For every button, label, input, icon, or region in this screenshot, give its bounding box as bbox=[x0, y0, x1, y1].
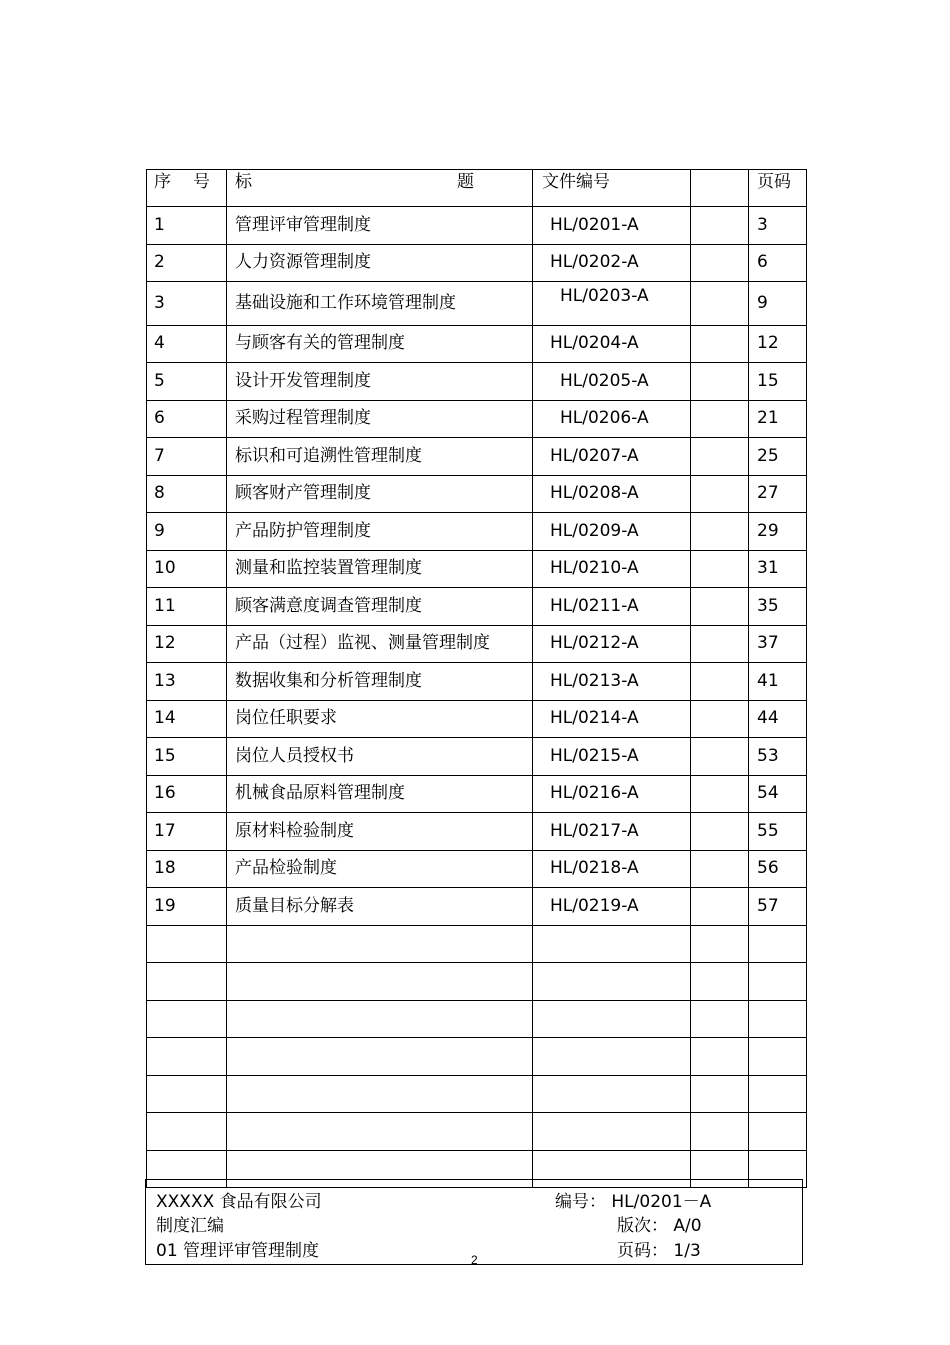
table-row bbox=[147, 625, 807, 663]
row-title bbox=[227, 1113, 533, 1151]
header-title-char-2: 题 bbox=[457, 172, 474, 192]
row-title: 标识和可追溯性管理制度 bbox=[227, 438, 533, 476]
table-row bbox=[147, 588, 807, 626]
row-seq bbox=[147, 1075, 227, 1113]
row-doc-code bbox=[533, 1113, 691, 1151]
row-blank bbox=[691, 738, 749, 776]
row-seq bbox=[147, 1113, 227, 1151]
table-row-empty bbox=[147, 1113, 807, 1151]
row-blank bbox=[691, 363, 749, 401]
row-blank bbox=[691, 700, 749, 738]
row-blank bbox=[691, 513, 749, 551]
footer-page: 页码： 1/3 bbox=[617, 1241, 701, 1261]
row-doc-code bbox=[533, 963, 691, 1001]
row-doc-code: HL/0202-A bbox=[533, 244, 691, 282]
table-row bbox=[147, 475, 807, 513]
row-doc-code: HL/0204-A bbox=[533, 325, 691, 363]
row-title: 与顾客有关的管理制度 bbox=[227, 325, 533, 363]
row-blank bbox=[691, 1075, 749, 1113]
row-page bbox=[749, 1113, 807, 1151]
row-seq bbox=[147, 925, 227, 963]
row-doc-code bbox=[533, 1000, 691, 1038]
row-seq bbox=[147, 1038, 227, 1076]
table-row-empty bbox=[147, 1075, 807, 1113]
row-title bbox=[227, 963, 533, 1001]
header-blank bbox=[691, 170, 749, 207]
row-seq: 9 bbox=[147, 513, 227, 551]
row-seq: 2 bbox=[147, 244, 227, 282]
table-row bbox=[147, 850, 807, 888]
row-title: 岗位任职要求 bbox=[227, 700, 533, 738]
row-doc-code: HL/0215-A bbox=[533, 738, 691, 776]
table-row bbox=[147, 888, 807, 926]
row-blank bbox=[691, 438, 749, 476]
row-blank bbox=[691, 925, 749, 963]
row-blank bbox=[691, 400, 749, 438]
row-title bbox=[227, 1038, 533, 1076]
table-row bbox=[147, 400, 807, 438]
footer-doc-title: 01 管理评审管理制度 bbox=[156, 1241, 320, 1261]
row-page bbox=[749, 963, 807, 1001]
row-doc-code: HL/0213-A bbox=[533, 663, 691, 701]
header-title-char-1: 标 bbox=[235, 172, 252, 192]
row-doc-code: HL/0212-A bbox=[533, 625, 691, 663]
row-doc-code: HL/0208-A bbox=[533, 475, 691, 513]
row-blank bbox=[691, 775, 749, 813]
row-doc-code: HL/0218-A bbox=[533, 850, 691, 888]
row-page: 44 bbox=[749, 700, 807, 738]
row-page: 3 bbox=[749, 207, 807, 245]
row-blank bbox=[691, 475, 749, 513]
row-seq: 17 bbox=[147, 813, 227, 851]
row-title: 设计开发管理制度 bbox=[227, 363, 533, 401]
header-seq-char-2: 号 bbox=[193, 172, 210, 192]
row-title: 岗位人员授权书 bbox=[227, 738, 533, 776]
header-seq bbox=[147, 170, 227, 207]
table-row-empty bbox=[147, 963, 807, 1001]
row-seq: 14 bbox=[147, 700, 227, 738]
footer-doc-code: 编号： HL/0201－A bbox=[555, 1192, 712, 1212]
row-page: 6 bbox=[749, 244, 807, 282]
row-seq: 8 bbox=[147, 475, 227, 513]
row-blank bbox=[691, 1038, 749, 1076]
row-seq: 10 bbox=[147, 550, 227, 588]
row-page: 57 bbox=[749, 888, 807, 926]
row-seq: 1 bbox=[147, 207, 227, 245]
row-blank bbox=[691, 850, 749, 888]
row-doc-code bbox=[533, 1038, 691, 1076]
document-index-table bbox=[146, 169, 807, 1188]
row-doc-code bbox=[533, 1075, 691, 1113]
row-page: 12 bbox=[749, 325, 807, 363]
table-row bbox=[147, 325, 807, 363]
row-doc-code: HL/0214-A bbox=[533, 700, 691, 738]
table-row bbox=[147, 207, 807, 245]
row-seq: 3 bbox=[147, 282, 227, 326]
row-page: 31 bbox=[749, 550, 807, 588]
table-row bbox=[147, 244, 807, 282]
table-row bbox=[147, 775, 807, 813]
row-page bbox=[749, 1000, 807, 1038]
header-doc-code: 文件编号 bbox=[533, 170, 691, 207]
row-blank bbox=[691, 588, 749, 626]
table-row bbox=[147, 663, 807, 701]
row-blank bbox=[691, 625, 749, 663]
row-title: 产品防护管理制度 bbox=[227, 513, 533, 551]
row-doc-code: HL/0219-A bbox=[533, 888, 691, 926]
row-doc-code: HL/0217-A bbox=[533, 813, 691, 851]
row-page: 35 bbox=[749, 588, 807, 626]
table-row-empty bbox=[147, 1038, 807, 1076]
row-doc-code: HL/0210-A bbox=[533, 550, 691, 588]
row-blank bbox=[691, 282, 749, 326]
row-blank bbox=[691, 207, 749, 245]
row-page: 53 bbox=[749, 738, 807, 776]
row-blank bbox=[691, 1113, 749, 1151]
table-body bbox=[147, 207, 807, 1188]
header-page: 页码 bbox=[749, 170, 807, 207]
row-title bbox=[227, 925, 533, 963]
row-title: 产品检验制度 bbox=[227, 850, 533, 888]
table-row bbox=[147, 513, 807, 551]
table-row bbox=[147, 438, 807, 476]
row-page: 25 bbox=[749, 438, 807, 476]
table-row bbox=[147, 550, 807, 588]
row-doc-code: HL/0209-A bbox=[533, 513, 691, 551]
row-seq: 4 bbox=[147, 325, 227, 363]
row-blank bbox=[691, 550, 749, 588]
header-seq-char-1: 序 bbox=[154, 172, 171, 192]
table-header-row bbox=[147, 170, 807, 207]
row-title: 原材料检验制度 bbox=[227, 813, 533, 851]
table-row bbox=[147, 738, 807, 776]
row-doc-code: HL/0205-A bbox=[533, 363, 691, 401]
row-page: 21 bbox=[749, 400, 807, 438]
row-page: 27 bbox=[749, 475, 807, 513]
row-title bbox=[227, 1075, 533, 1113]
row-blank bbox=[691, 663, 749, 701]
table-row bbox=[147, 700, 807, 738]
row-page: 41 bbox=[749, 663, 807, 701]
row-blank bbox=[691, 963, 749, 1001]
row-title: 人力资源管理制度 bbox=[227, 244, 533, 282]
row-page: 55 bbox=[749, 813, 807, 851]
footer-version: 版次： A/0 bbox=[617, 1216, 702, 1236]
footer-collection: 制度汇编 bbox=[156, 1216, 224, 1236]
row-doc-code: HL/0211-A bbox=[533, 588, 691, 626]
row-blank bbox=[691, 244, 749, 282]
row-title: 测量和监控装置管理制度 bbox=[227, 550, 533, 588]
row-page: 29 bbox=[749, 513, 807, 551]
table-row bbox=[147, 363, 807, 401]
row-title: 机械食品原料管理制度 bbox=[227, 775, 533, 813]
row-seq: 12 bbox=[147, 625, 227, 663]
row-blank bbox=[691, 1000, 749, 1038]
row-blank bbox=[691, 888, 749, 926]
row-page: 56 bbox=[749, 850, 807, 888]
row-title: 管理评审管理制度 bbox=[227, 207, 533, 245]
row-page bbox=[749, 925, 807, 963]
row-page: 37 bbox=[749, 625, 807, 663]
row-seq: 15 bbox=[147, 738, 227, 776]
row-title bbox=[227, 1000, 533, 1038]
table-row-empty bbox=[147, 925, 807, 963]
row-title: 基础设施和工作环境管理制度 bbox=[227, 282, 533, 326]
row-page bbox=[749, 1075, 807, 1113]
row-seq: 19 bbox=[147, 888, 227, 926]
row-page: 9 bbox=[749, 282, 807, 326]
row-doc-code: HL/0207-A bbox=[533, 438, 691, 476]
row-title: 质量目标分解表 bbox=[227, 888, 533, 926]
row-seq: 18 bbox=[147, 850, 227, 888]
row-doc-code: HL/0203-A bbox=[533, 282, 691, 326]
row-title: 数据收集和分析管理制度 bbox=[227, 663, 533, 701]
row-page: 54 bbox=[749, 775, 807, 813]
header-title bbox=[227, 170, 533, 207]
table-row bbox=[147, 813, 807, 851]
row-seq bbox=[147, 1000, 227, 1038]
footer-company: XXXXX 食品有限公司 bbox=[156, 1192, 322, 1212]
row-doc-code bbox=[533, 925, 691, 963]
table-row-empty bbox=[147, 1000, 807, 1038]
row-seq: 16 bbox=[147, 775, 227, 813]
row-doc-code: HL/0206-A bbox=[533, 400, 691, 438]
row-seq: 7 bbox=[147, 438, 227, 476]
row-title: 采购过程管理制度 bbox=[227, 400, 533, 438]
row-doc-code: HL/0216-A bbox=[533, 775, 691, 813]
row-blank bbox=[691, 813, 749, 851]
page-number: 2 bbox=[471, 1253, 478, 1267]
row-page bbox=[749, 1038, 807, 1076]
row-title: 顾客财产管理制度 bbox=[227, 475, 533, 513]
row-seq: 6 bbox=[147, 400, 227, 438]
row-blank bbox=[691, 325, 749, 363]
row-seq: 13 bbox=[147, 663, 227, 701]
row-seq: 11 bbox=[147, 588, 227, 626]
row-seq bbox=[147, 963, 227, 1001]
row-title: 产品（过程）监视、测量管理制度 bbox=[227, 625, 533, 663]
row-seq: 5 bbox=[147, 363, 227, 401]
row-doc-code: HL/0201-A bbox=[533, 207, 691, 245]
row-title: 顾客满意度调查管理制度 bbox=[227, 588, 533, 626]
row-page: 15 bbox=[749, 363, 807, 401]
table-row bbox=[147, 282, 807, 326]
